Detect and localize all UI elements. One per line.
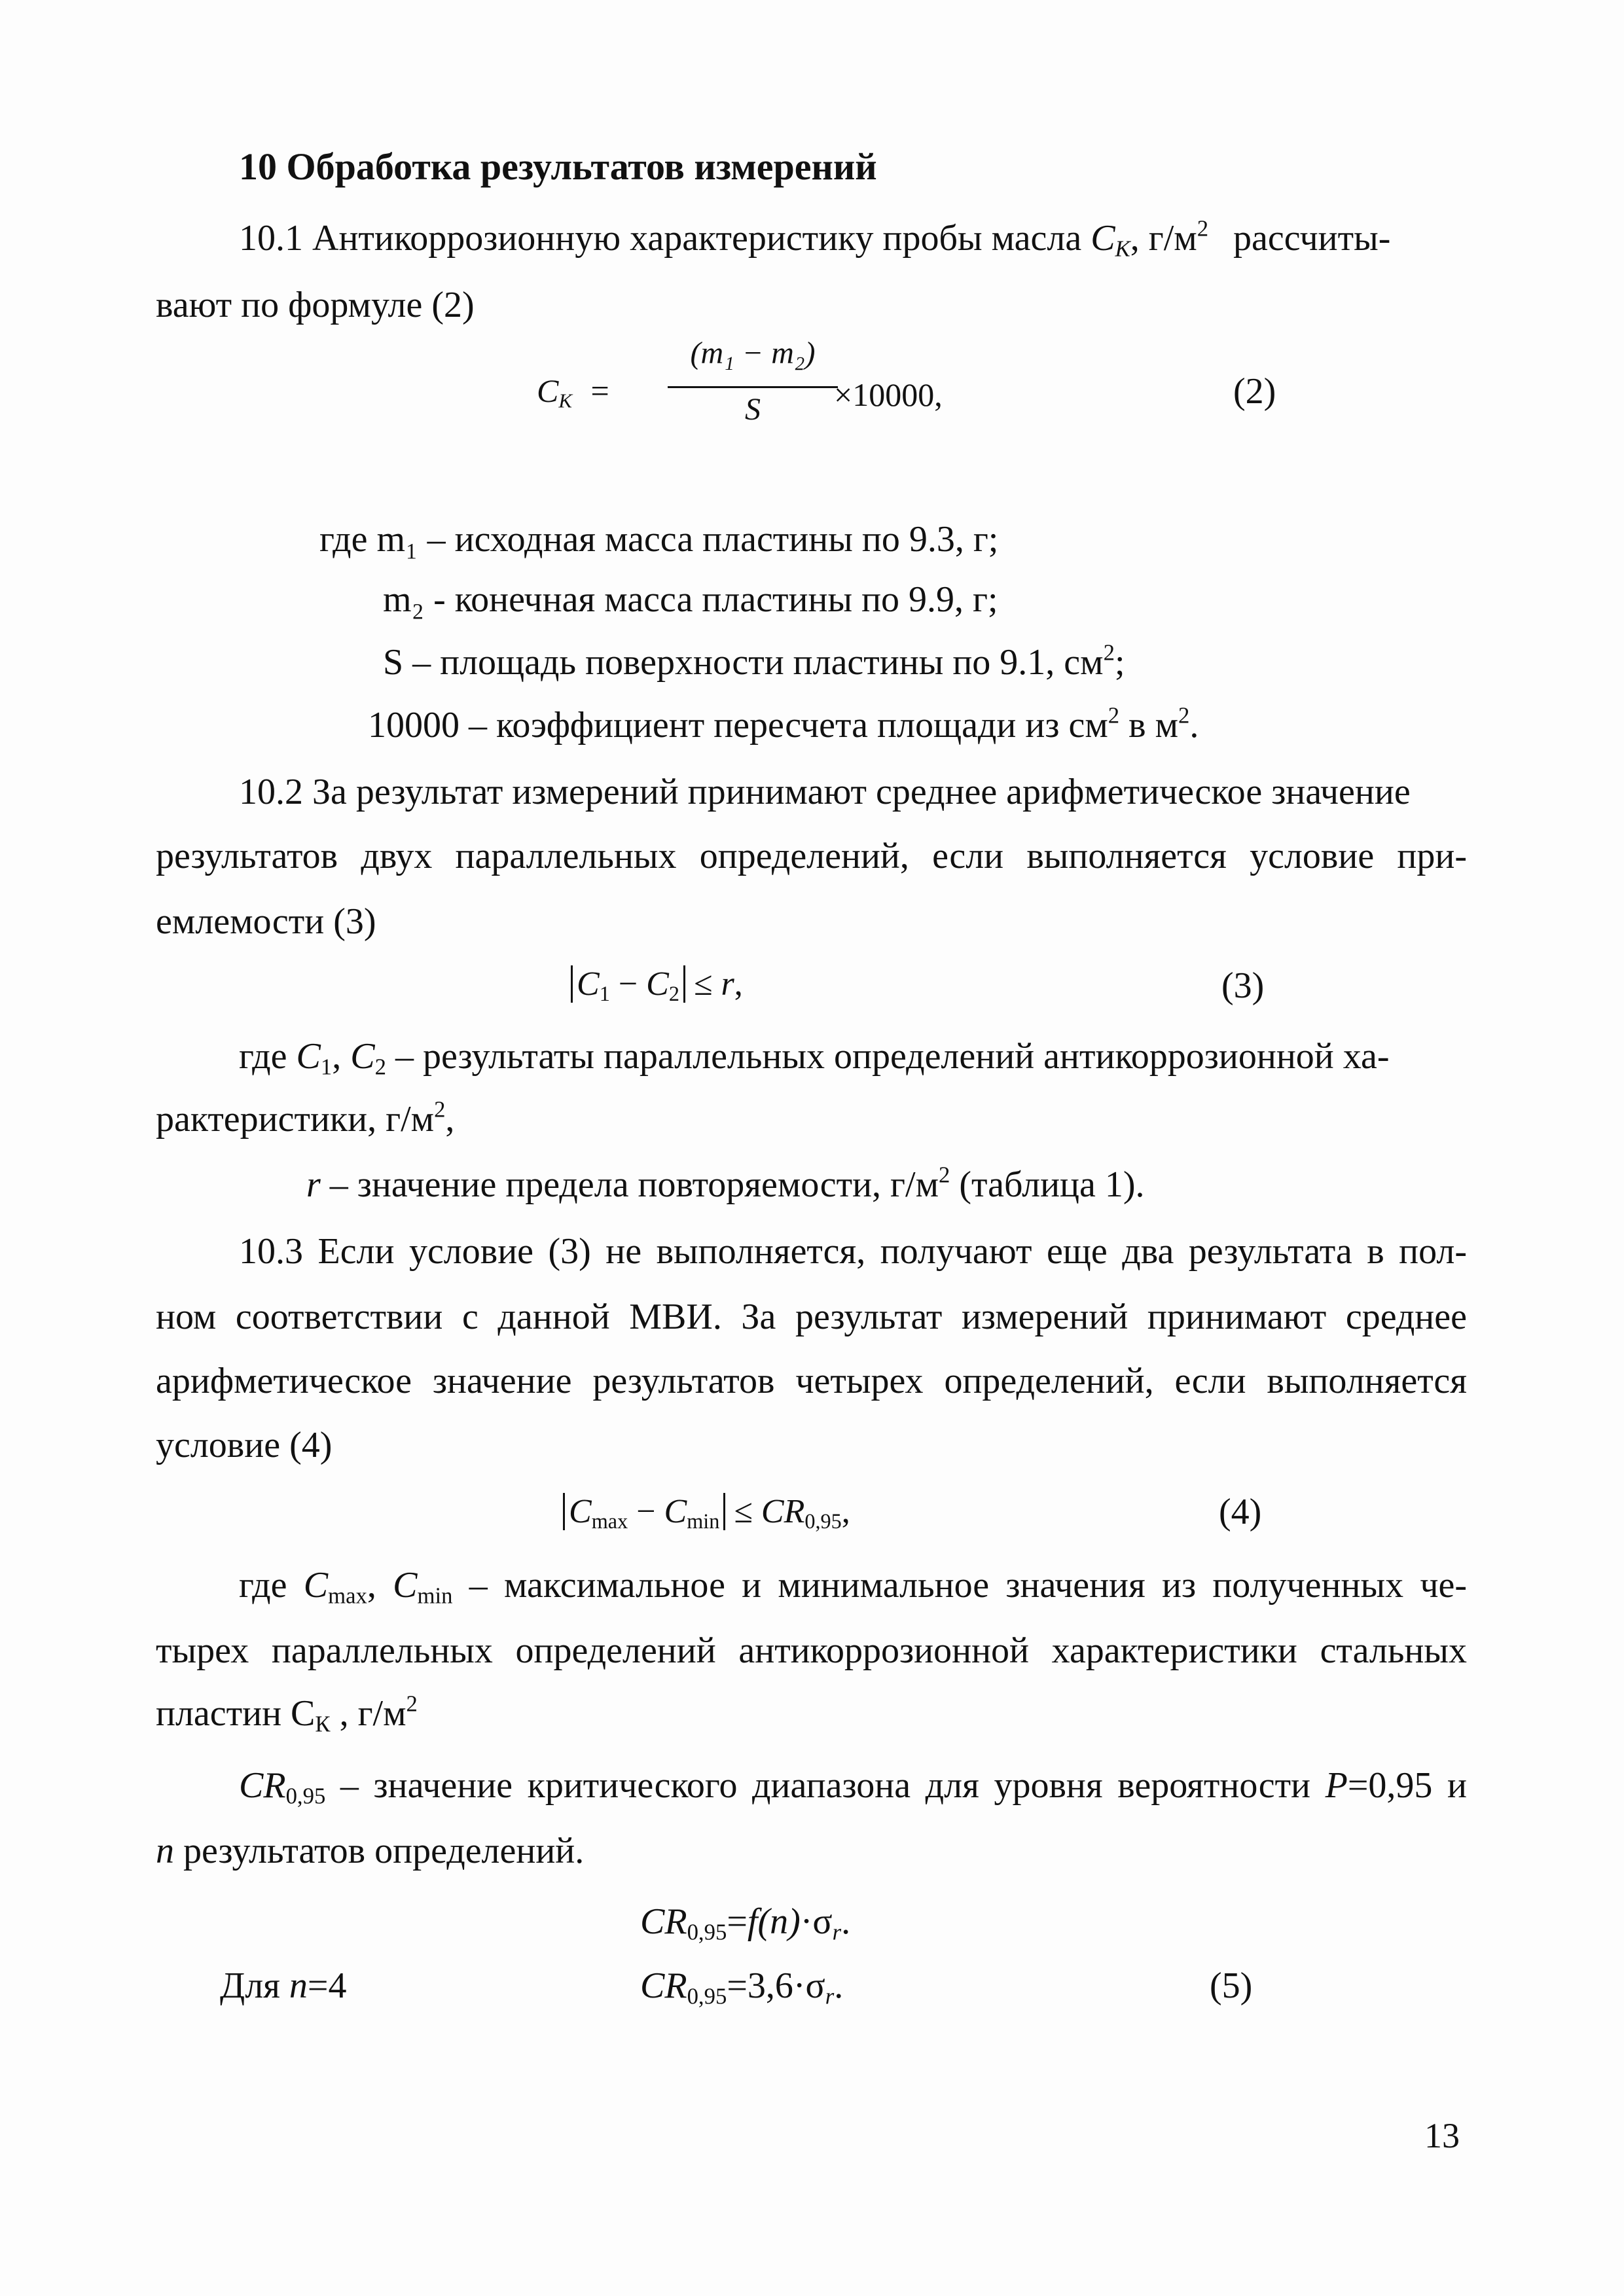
where2-c2-sub: 2	[374, 1054, 386, 1080]
formula-3-number: (3)	[1221, 965, 1265, 1006]
formula-4-min: min	[687, 1509, 720, 1534]
where3-max: max	[328, 1583, 367, 1609]
where2-c2: C	[350, 1036, 375, 1077]
formula-4-comma: ,	[841, 1493, 850, 1530]
where3-sep: ,	[367, 1565, 393, 1605]
p10-1-text: 10.1 Антикоррозионную характеристику пробы масла	[239, 218, 1082, 259]
where-s	[383, 639, 1125, 683]
unit-superscript: 2	[1197, 215, 1209, 242]
paragraph-10-3-line3: арифметическое значение результатов четырех определений, если выполняется	[156, 1361, 1467, 1401]
ck-subscript: K	[1115, 236, 1130, 262]
where3-line3-unit: , г/м	[330, 1693, 406, 1734]
where2-sep: ,	[332, 1036, 351, 1077]
formula-5b-val: =3,6·σ	[727, 1965, 825, 2006]
formula-3-r: r	[721, 965, 734, 1003]
where-s-text: S – площадь поверхности пластины по 9.1, см	[383, 642, 1104, 683]
where-r	[306, 1162, 1145, 1205]
crdef-text: – значение критического диапазона для уровня вероятности	[325, 1765, 1326, 1806]
crdef-n: n	[156, 1831, 174, 1871]
formula-5-general	[640, 1901, 851, 1945]
coef-sup-b: 2	[1178, 702, 1190, 728]
paragraph-10-3-line4: условие (4)	[156, 1425, 333, 1465]
formula-5-specific	[640, 1965, 844, 2009]
where2-prefix: где	[239, 1036, 297, 1077]
where-m1: где m₁ – исходная масса пластины по 9.3, г;	[319, 519, 999, 560]
coef-text-a: 10000 – коэффициент пересчета площади из см	[368, 705, 1108, 745]
where2-r-text: – значение предела повторяемости, г/м	[320, 1164, 939, 1205]
where-s-end: ;	[1114, 642, 1125, 683]
where2-c1-sub: 1	[320, 1054, 333, 1080]
where2-line2-end: ,	[445, 1099, 455, 1139]
formula-5-for-n: n	[289, 1965, 308, 2006]
formula-5-condition	[220, 1967, 347, 2004]
formula-2-fraction-bar	[668, 386, 838, 388]
paragraph-10-2-line1: 10.2 За результат измерений принимают среднее арифметическое значение	[239, 772, 1411, 812]
formula-4-cmin: C	[664, 1493, 687, 1530]
formula-4	[563, 1493, 850, 1534]
formula-5-for-val: =4	[307, 1965, 347, 2006]
formula-3-abs	[571, 965, 685, 1006]
formula-2-tail: ×10000,	[834, 376, 943, 413]
formula-5b-cr-sub: 0,95	[687, 1983, 727, 2009]
paragraph-10-2-line3: емлемости (3)	[156, 901, 376, 942]
where3-prefix: где	[239, 1565, 304, 1605]
paragraph-10-2-line2: результатов двух параллельных определений, если выполняется условие при-	[156, 836, 1467, 876]
page-number: 13	[1424, 2116, 1460, 2155]
formula-4-max: max	[591, 1509, 628, 1534]
formula-2-equals: =	[590, 372, 609, 409]
formula-5-f: f	[747, 1901, 758, 1942]
where-s-sup: 2	[1103, 639, 1115, 666]
where2-r: r	[306, 1164, 321, 1205]
where2-r-sup: 2	[939, 1162, 950, 1188]
formula-5-end: .	[841, 1901, 851, 1942]
formula-5-cr: CR	[640, 1901, 687, 1942]
formula-5-eq: =	[727, 1901, 748, 1942]
formula-4-cmax: C	[569, 1493, 592, 1530]
cr-definition-line1	[239, 1765, 1467, 1809]
where3-line3-text: пластин С	[156, 1693, 316, 1734]
formula-3-leq: ≤	[685, 965, 721, 1003]
where2-c1: C	[296, 1036, 321, 1077]
formula-5b-cr: CR	[640, 1965, 687, 2006]
formula-3	[571, 965, 743, 1006]
where-cmax-cmin	[239, 1565, 1468, 1609]
formula-2-ck: C	[537, 372, 559, 409]
cr-definition-line2	[156, 1833, 584, 1869]
section-heading: 10 Обработка результатов измерений	[239, 145, 877, 188]
where-m2: m₂ - конечная масса пластины по 9.9, г;	[383, 579, 998, 620]
formula-4-number: (4)	[1219, 1492, 1262, 1532]
where2-line2: рактеристики, г/м	[156, 1099, 435, 1139]
where2-line2-sup: 2	[434, 1096, 446, 1122]
formula-2-number: (2)	[1233, 371, 1276, 412]
formula-3-c2-sub: 2	[668, 982, 679, 1006]
formula-3-c1: C	[577, 965, 600, 1003]
formula-5-n: (n)	[757, 1901, 801, 1942]
formula-5-sigma: ·σ	[800, 1901, 833, 1942]
formula-5-cr-sub: 0,95	[687, 1919, 727, 1945]
formula-4-cr-sub: 0,95	[804, 1509, 842, 1534]
formula-3-c1-sub: 1	[599, 982, 610, 1006]
where2-line1-rest: – результаты параллельных определений антикоррозионной ха-	[386, 1036, 1390, 1077]
where3-line2: тырех параллельных определений антикоррозионной характеристики стальных	[156, 1630, 1467, 1671]
where3-line3	[156, 1691, 418, 1737]
formula-4-leq: ≤	[725, 1493, 761, 1530]
unit-text: , г/м	[1130, 218, 1197, 259]
coef-end: .	[1189, 705, 1199, 745]
formula-2-numerator: (m₁ − m₂)	[690, 336, 816, 370]
paragraph-10-3-line1: 10.3 Если условие (3) не выполняется, получают еще два результата в пол-	[239, 1231, 1467, 1272]
formula-2-lhs	[537, 372, 609, 412]
paragraph-10-3-line2: ном соответствии с данной МВИ. За результат измерений принимают среднее	[156, 1297, 1467, 1337]
formula-5-number: (5)	[1210, 1965, 1253, 2006]
formula-4-minus: −	[628, 1493, 664, 1530]
paragraph-10-1-line1	[239, 215, 1391, 262]
where-c1-c2	[239, 1036, 1390, 1080]
formula-2-denominator: S	[745, 392, 761, 427]
coef-text-b: в м	[1119, 705, 1179, 745]
where2-r-end: (таблица 1).	[950, 1164, 1145, 1205]
formula-3-comma: ,	[734, 965, 743, 1003]
where3-line3-sup: 2	[406, 1691, 418, 1717]
where3-line3-sub: К	[315, 1711, 331, 1737]
where3-cmax: C	[303, 1565, 329, 1605]
p10-1-suffix: рассчиты-	[1233, 218, 1391, 259]
where3-cmin: C	[393, 1565, 418, 1605]
formula-4-abs	[563, 1493, 725, 1534]
crdef-p: P	[1325, 1765, 1348, 1806]
formula-5-sigma-sub: r	[832, 1919, 842, 1945]
where-coefficient	[368, 702, 1199, 745]
crdef-p-val: =0,95 и	[1347, 1765, 1467, 1806]
where3-line1-rest: – максимальное и минимальное значения из полученных че-	[452, 1565, 1468, 1605]
ck-symbol: C	[1091, 218, 1115, 259]
formula-4-cr: CR	[761, 1493, 805, 1530]
crdef-sub: 0,95	[285, 1783, 326, 1809]
where3-min: min	[417, 1583, 453, 1609]
crdef-cr: CR	[239, 1765, 286, 1806]
formula-2-ck-sub: K	[558, 389, 573, 412]
formula-5b-sigma-sub: r	[825, 1983, 835, 2009]
crdef-line2-text: результатов определений.	[174, 1831, 585, 1871]
coef-sup-a: 2	[1108, 702, 1120, 728]
paragraph-10-1-line2: вают по формуле (2)	[156, 285, 475, 325]
formula-5-for-label: Для	[220, 1965, 289, 2006]
formula-3-minus: −	[609, 965, 647, 1003]
formula-3-c2: C	[646, 965, 669, 1003]
formula-5b-end: .	[834, 1965, 844, 2006]
where-c-line2	[156, 1096, 455, 1139]
